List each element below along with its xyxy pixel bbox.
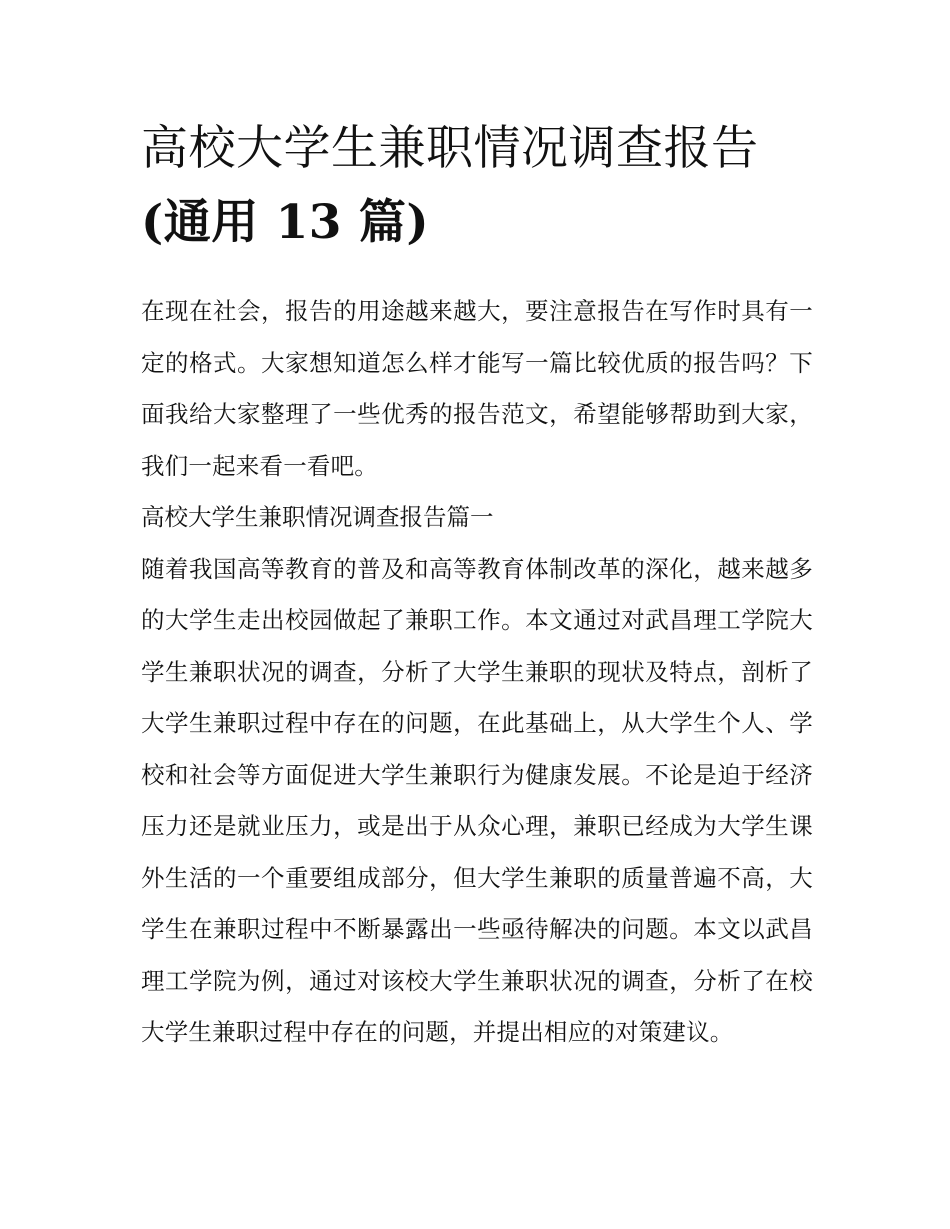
title-line-1: 高校大学生兼职情况调查报告 (141, 121, 759, 176)
document-title (141, 112, 813, 260)
document-content (141, 112, 813, 1059)
body-paragraph: 随着我国高等教育的普及和高等教育体制改革的深化，越来越多的大学生走出校园做起了兼职工作。本文通过对武昌理工学院大学生兼职状况的调查，分析了大学生兼职的现状及特点，剖析了大学生兼职过程中存在的问题，在此基础上，从大学生个人、学校和社会等方面促进大学生兼职行为健康发展。不论是迫于经济压力还是就业压力，或是出于从众心理，兼职已经成为大学生课外生活的一个重要组成部分，但大学生兼职的质量普遍不高，大学生在兼职过程中不断暴露出一些亟待解决的问题。本文以武昌理工学院为例，通过对该校大学生兼职状况的调查，分析了在校大学生兼职过程中存在的问题，并提出相应的对策建议。 (141, 554, 813, 1046)
title-line-2: (通用 13 篇) (141, 195, 430, 250)
section-heading: 高校大学生兼职情况调查报告篇一 (141, 503, 494, 531)
intro-paragraph: 在现在社会，报告的用途越来越大，要注意报告在写作时具有一定的格式。大家想知道怎么样才能写一篇比较优质的报告吗？下面我给大家整理了一些优秀的报告范文，希望能够帮助到大家，我们一起来看一看吧。 (141, 297, 813, 480)
